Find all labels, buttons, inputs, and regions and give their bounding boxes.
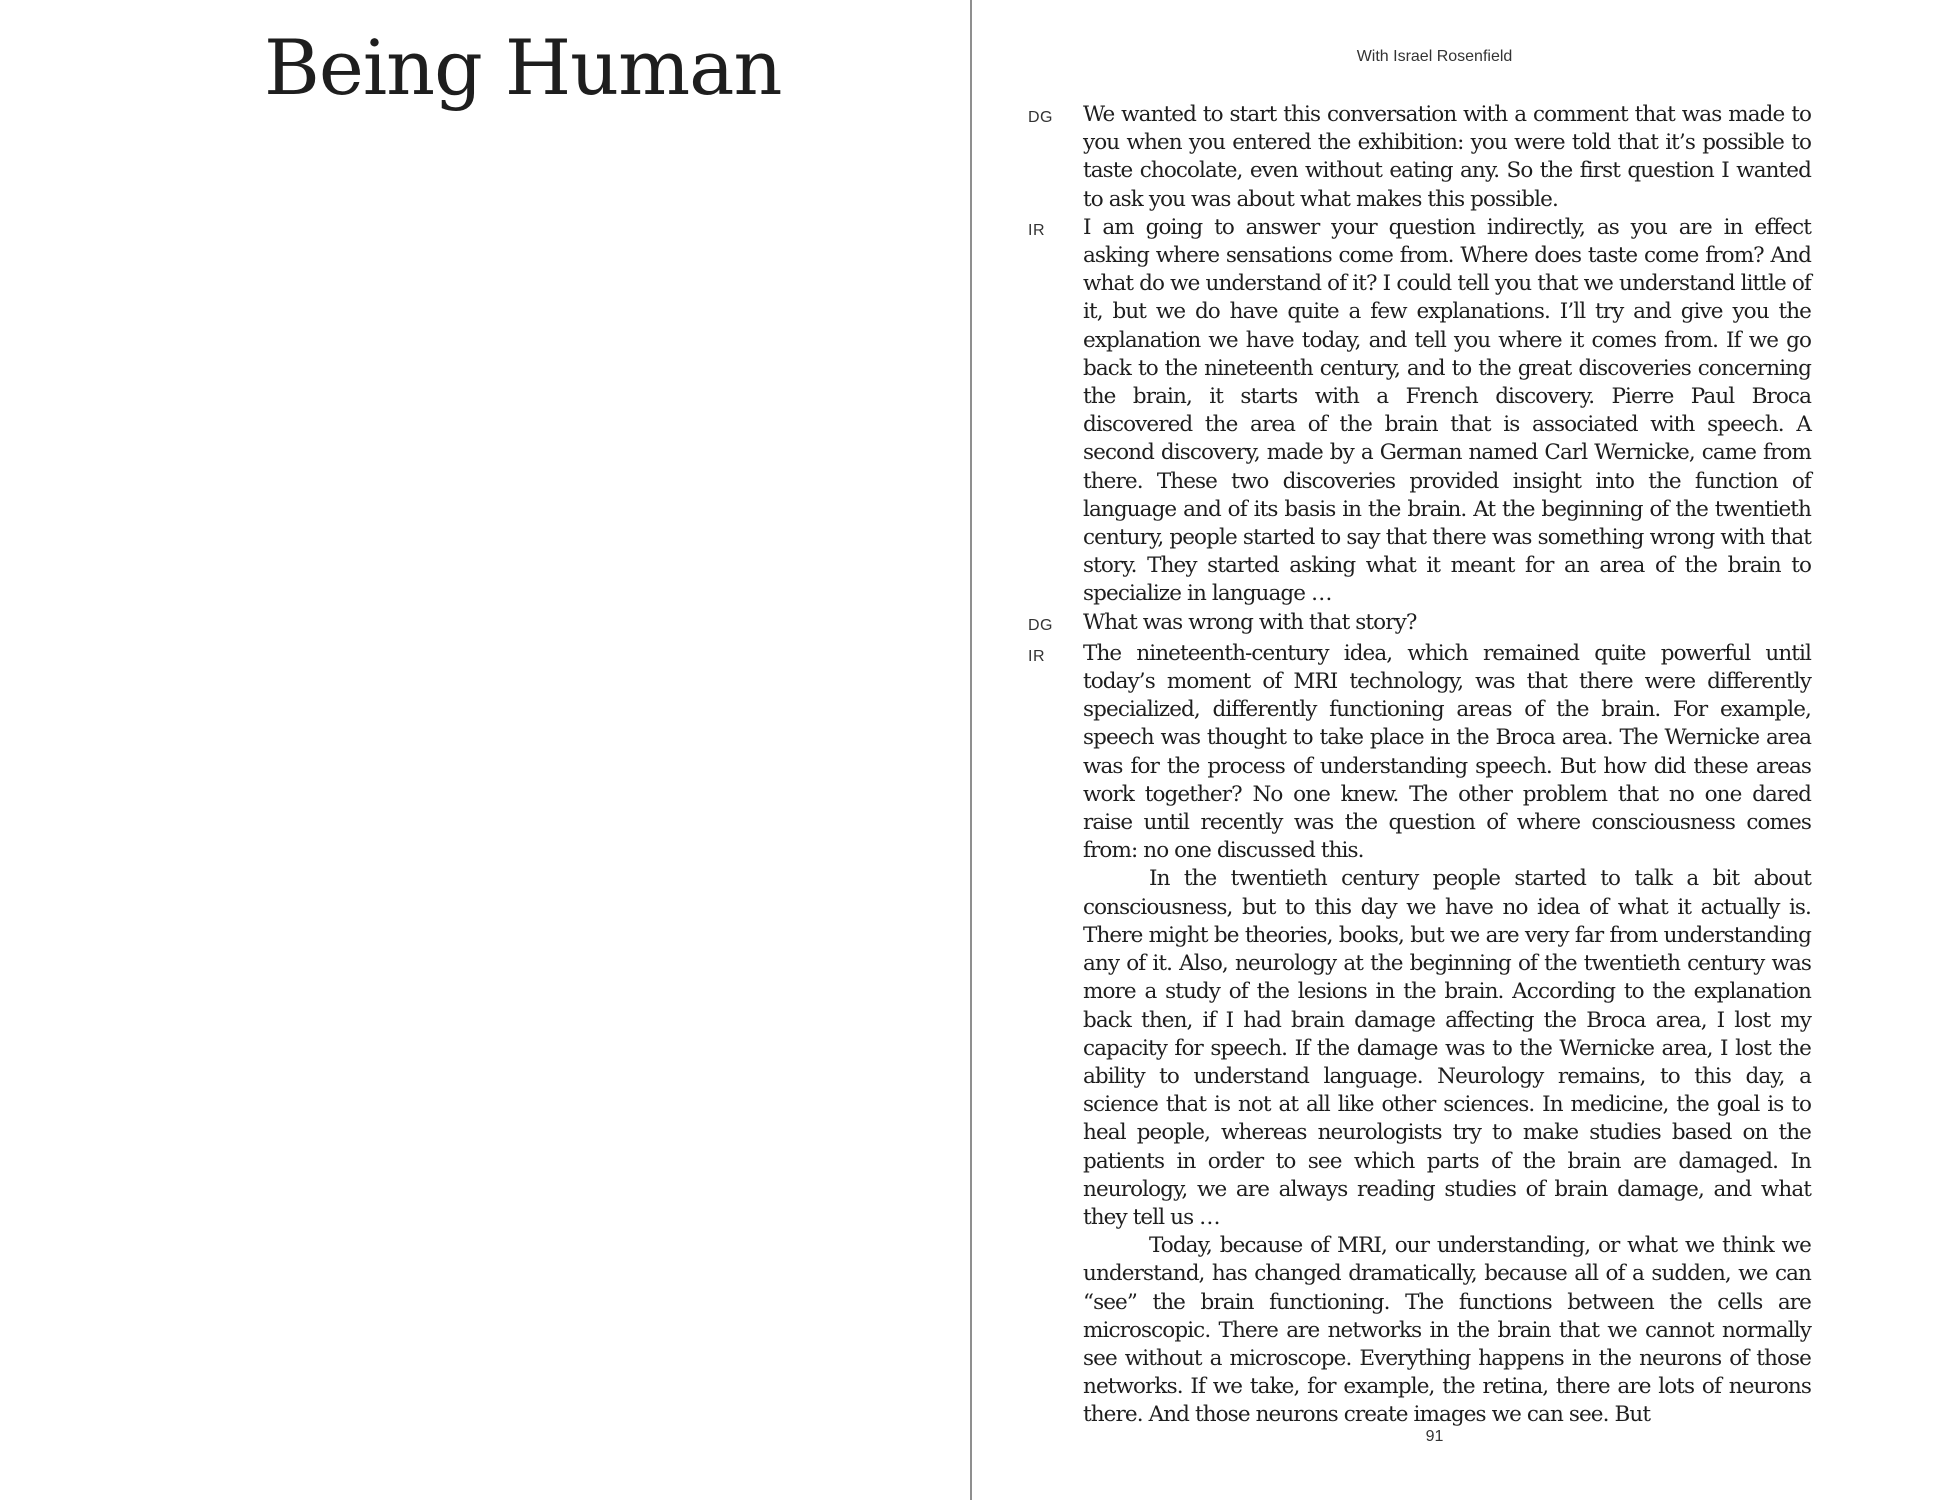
page-number: 91 (1425, 1428, 1444, 1445)
running-head: With Israel Rosenfield (1356, 48, 1513, 65)
speech-text (1083, 609, 1811, 637)
speaker-label: IR (1028, 221, 1045, 239)
speech-text (1083, 214, 1811, 609)
speech-text (1083, 640, 1811, 1430)
speaker-label: IR (1028, 647, 1045, 665)
book-title: Being Human (264, 23, 782, 112)
speech-paragraph: In the twentieth century people started to talk a bit about consciousness, but to this day we have no idea of what it actually is. There might be theories, books, but we are very far from understanding any of it. Also, neurology at the beginning of the twentieth century was more a study of the lesions in the brain. According to the explanation back then, if I had brain damage affecting the Broca area, I lost my capacity for speech. If the damage was to the Wernicke area, I lost the ability to understand language. Neurology remains, to this day, a science that is not at all like other sciences. In medicine, the goal is to heal people, whereas neurologists try to make studies based on the patients in order to see which parts of the brain are damaged. In neurology, we are always reading studies of brain damage, and what they tell us … (1083, 866, 1811, 1230)
speech-text (1083, 101, 1811, 214)
right-page (972, 0, 1941, 1500)
speech-paragraph: I am going to answer your question indirectly, as you are in effect asking where sensations come from. Where does taste come from? And what do we understand of it? I could tell you that we understand little of it, but we do have quite a few explanations. I’ll try and give you the explanation we have today, and tell you where it comes from. If we go back to the nineteenth century, and to the great discoveries concerning the brain, it starts with a French discovery. Pierre Paul Broca discovered the area of the brain that is associated with speech. A second discovery, made by a German named Carl Wernicke, came from there. These two discoveries provided insight into the function of language and of its basis in the brain. At the beginning of the twentieth century, people started to say that there was something wrong with that story. They started asking what it meant for an area of the brain to specialize in language … (1083, 214, 1811, 607)
speaker-label: DG (1028, 616, 1053, 634)
interview-transcript (1028, 101, 1884, 1430)
speech-paragraph: What was wrong with that story? (1083, 609, 1417, 635)
transcript-turn (1028, 609, 1884, 640)
transcript-turn (1028, 214, 1884, 609)
transcript-turn (1028, 101, 1884, 214)
left-page (0, 0, 970, 1500)
speech-paragraph: Today, because of MRI, our understanding, or what we think we understand, has changed dramatically, because all of a sudden, we can “see” the brain functioning. The functions between the cells are microscopic. There are networks in the brain that we cannot normally see without a microscope. Everything happens in the neurons of those networks. If we take, for example, the retina, there are lots of neurons there. And those neurons create images we can see. But (1083, 1233, 1811, 1428)
transcript-turn (1028, 640, 1884, 1430)
speaker-label: DG (1028, 109, 1053, 126)
speech-paragraph: We wanted to start this conversation with a comment that was made to you when you entered the exhibition: you were told that it’s possible to taste chocolate, even without eating any. So the first question I wanted to ask you was about what makes this possible. (1083, 102, 1811, 212)
speech-paragraph: The nineteenth-century idea, which remained quite powerful until today’s moment of MRI technology, was that there were differently specialized, differently functioning areas of the brain. For example, speech was thought to take place in the Broca area. The Wernicke area was for the process of understanding speech. But how did these areas work together? No one knew. The other problem that no one dared raise until recently was the question of where consciousness comes from: no one discussed this. (1083, 640, 1811, 864)
